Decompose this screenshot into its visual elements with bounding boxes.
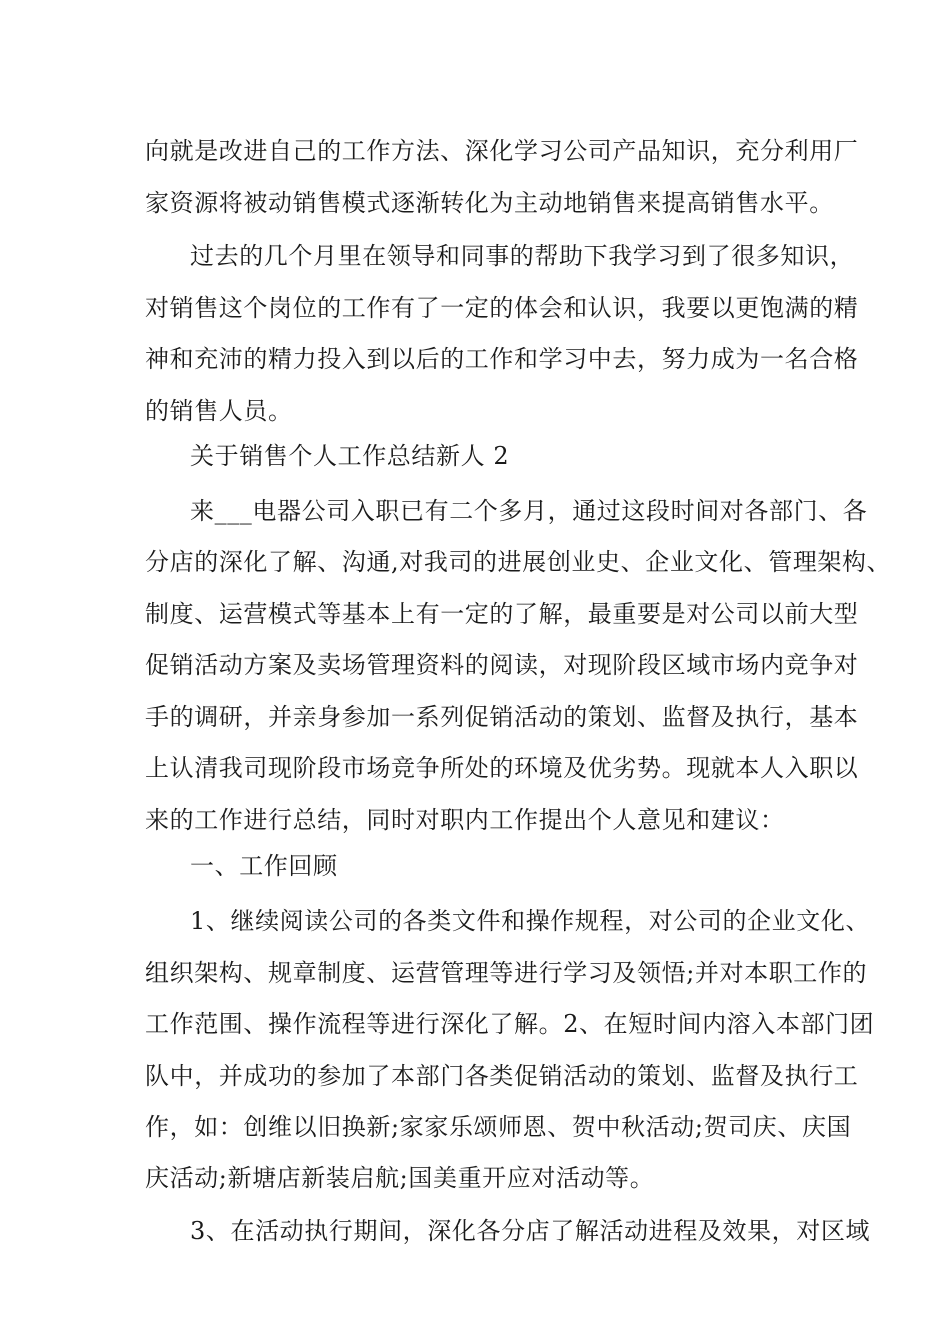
text-line: 神和充沛的精力投入到以后的工作和学习中去，努力成为一名合格 xyxy=(145,345,859,373)
section-heading: 一、工作回顾 xyxy=(190,852,338,880)
text-line: 庆活动;新塘店新装启航;国美重开应对活动等。 xyxy=(145,1164,655,1192)
text-line: 作，如：创维以旧换新;家家乐颂师恩、贺中秋活动;贺司庆、庆国 xyxy=(145,1113,852,1141)
text-line: 来___电器公司入职已有二个多月，通过这段时间对各部门、各 xyxy=(190,497,868,525)
text-line: 过去的几个月里在领导和同事的帮助下我学习到了很多知识， xyxy=(190,242,855,270)
text-line: 组织架构、规章制度、运营管理等进行学习及领悟;并对本职工作的 xyxy=(145,959,868,987)
text-line: 3、在活动执行期间，深化各分店了解活动进程及效果，对区域 xyxy=(190,1217,871,1245)
text-line: 工作范围、操作流程等进行深化了解。2、在短时间内溶入本部门团 xyxy=(145,1010,875,1038)
section-heading: 关于销售个人工作总结新人 2 xyxy=(190,442,510,470)
text-line: 向就是改进自己的工作方法、深化学习公司产品知识，充分利用厂 xyxy=(145,137,859,165)
text-line: 上认清我司现阶段市场竞争所处的环境及优劣势。现就本人入职以 xyxy=(145,754,859,782)
text-line: 的销售人员。 xyxy=(145,397,293,425)
text-line: 手的调研，并亲身参加一系列促销活动的策划、监督及执行，基本 xyxy=(145,703,859,731)
text-line: 分店的深化了解、沟通,对我司的进展创业史、企业文化、管理架构、 xyxy=(145,548,892,576)
text-line: 制度、运营模式等基本上有一定的了解，最重要是对公司以前大型 xyxy=(145,600,859,628)
text-line: 来的工作进行总结，同时对职内工作提出个人意见和建议： xyxy=(145,806,785,834)
text-line: 家资源将被动销售模式逐渐转化为主动地销售来提高销售水平。 xyxy=(145,189,834,217)
text-line: 队中，并成功的参加了本部门各类促销活动的策划、监督及执行工 xyxy=(145,1062,859,1090)
text-line: 对销售这个岗位的工作有了一定的体会和认识，我要以更饱满的精 xyxy=(145,294,859,322)
text-line: 促销活动方案及卖场管理资料的阅读，对现阶段区域市场内竞争对 xyxy=(145,651,859,679)
text-line: 1、继续阅读公司的各类文件和操作规程，对公司的企业文化、 xyxy=(190,907,871,935)
